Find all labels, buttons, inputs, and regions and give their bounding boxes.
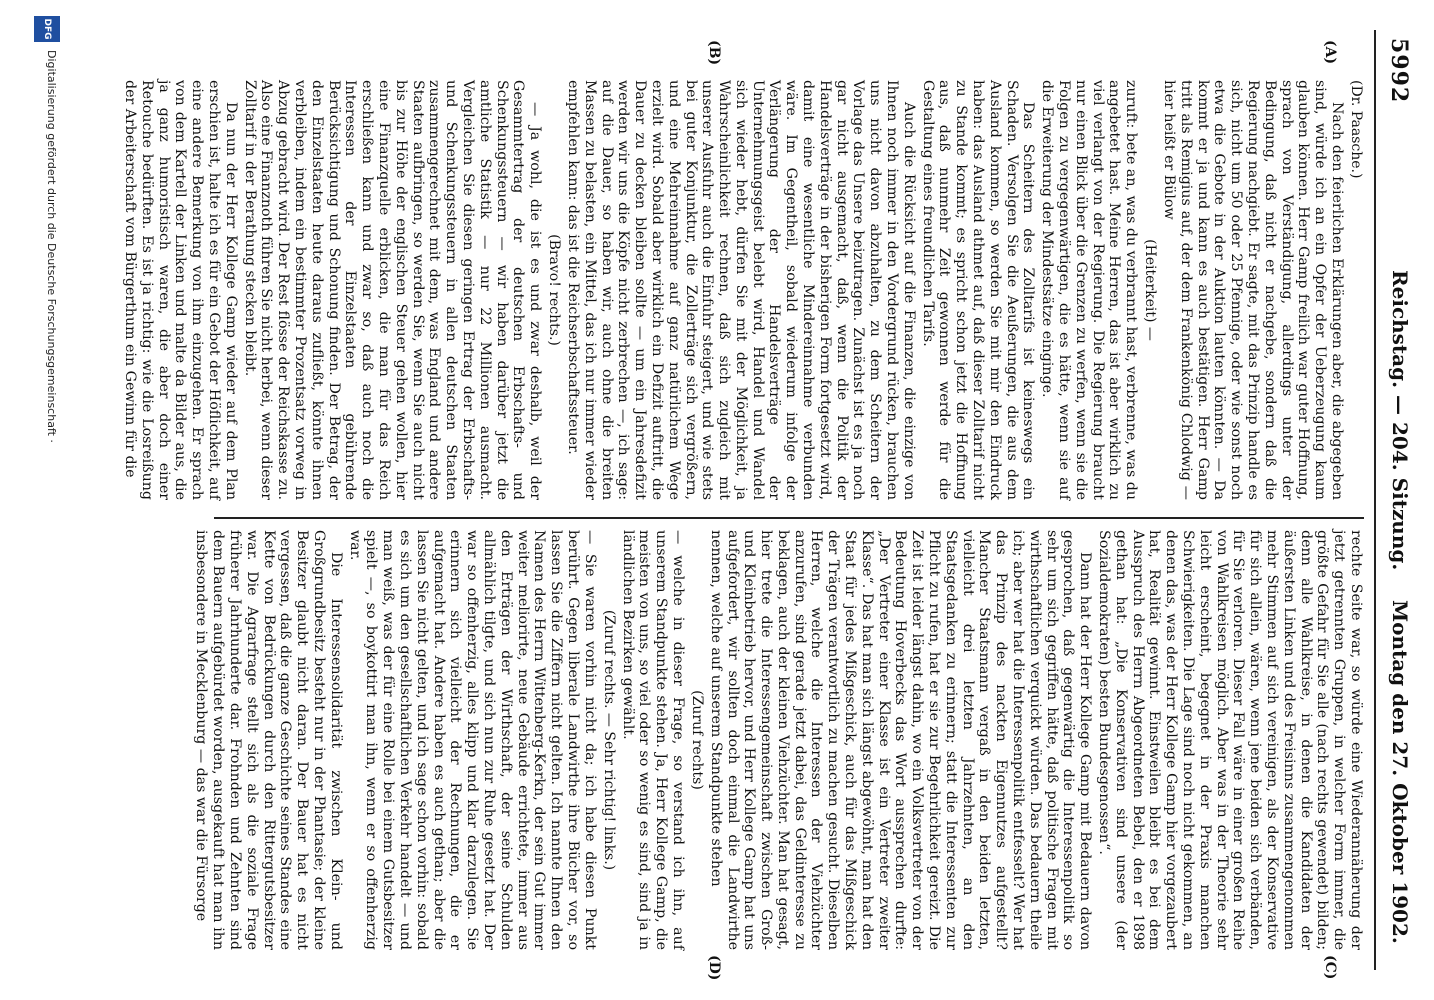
dfg-logo-icon: DFG <box>34 16 60 42</box>
paragraph: rechte Seite war, so würde eine Wiederannäherung der jetzt getrennten Gruppen, in welcher Form immer, die größte Gefahr für Sie alle (nach rechts gewendet) bilden; denn alle Wahlkreise, in denen die Kandidaten der äußersten Linken und des Freisinns zusammengenommen mehr Stimmen auf sich vereinigen, als der Konservative für sich allein, wären, wenn jene beiden sich verbänden, für Sie verloren. Dieser Fall wäre in einer großen Reihe von Wahlkreisen möglich. Aber was in der Theorie sehr leicht erscheint, begegnet in der Praxis manchen Schwierigkeiten. Die Lage sind noch nicht gekommen, an denen das, was der Herr Kollege Gamp hier vorgezaubert hat, Realität gewinnt. Einstweilen bleibt es bei dem Ausspruch des Herrn Abgeordneten Bebel, den er 1898 gethan hat: „Die Konservativen sind unsere (der Sozialdemokraten) besten Bundesgenossen“. <box>1096 530 1364 950</box>
margin-marker-c: (C) <box>1322 955 1338 980</box>
interjection: (Heiterkeit) — <box>1142 239 1159 341</box>
session-date: Montag den 27. Oktober 1902. <box>1388 600 1412 944</box>
header-rule <box>1374 30 1376 970</box>
paragraph: Da nun der Herr Kollege Gamp wieder auf dem Plan erschien ist, halte ich es für ein Gebot der Höflichkeit, auf eine andere Bemerkung von ihm einzugehen. Er sprach von dem Kartell der Linken und malte da Bilder aus, die ja ganz humoristisch waren, die aber doch einer Retouche bedürften. Es ist ja richtig: wie die Losreißung der Arbeiterschaft vom Bürgerthum ein Gewinn für die <box>122 80 239 500</box>
page-number: 5992 <box>1386 38 1412 104</box>
paragraph: Auch die Rücksicht auf die Finanzen, die einzige von Ihnen noch immer in den Vordergrund rücken, brauchen uns nicht davon abzuhalten, zu dem Scheitern der Vorlage das Unsere beizutragen. Zunächst ist es ja noch gar nicht ausgemacht, daß, wenn die Politik der Handelsverträge in der bisherigen Form fortgesetzt wird, damit eine wesentliche Mindereinnahme verbunden wäre. Im Gegentheil, sobald wiederum infolge der Verlängerung der Handelsverträge der Unternehmungsgeist belebt wird, Handel und Wandel sich wieder hebt, dürfen Sie mit der Möglichkeit, ja Wahrscheinlichkeit rechnen, daß sich zugleich mit unserer Ausfuhr auch die Einfuhr steigert, und wie stets bei guter Konjunktur, die Zollerträge sich vergrößern, und eine Mehreinnahme auf ganz natürlichem Wege erzielt wird. Sobald aber wirklich ein Defizit auftritt, die Dauer zu decken bleiben sollte — um ein Jahresdefizit werden wir uns die Köpfe nicht zerbrechen —, ich sage: auf die Dauer, so haben wir, auch ohne die breiten Massen zu belasten, ein Mittel, das ich nur immer wieder empfehlen kann: das ist die Reichserbschaftssteuer. <box>564 80 917 500</box>
paragraph: Nach den feierlichen Erklärungen aber, die abgegeben sind, würde ich an ein Opfer der Ueberzeugung kaum glauben können. Herr Gamp freilich war guter Hoffnung, sprach von Verständigung, allerdings unter der Bedingung, daß nicht er nachgebe, sondern daß die Regierung nachgiebt. Er sagte, mit das Prinzip handle es sich, nicht um 50 oder 25 Pfennige, oder wie sonst noch etwa die Gebote in der Auktion lauten könnten. — Da kommt er ja und kann es auch bestätigen. Herr Gamp tritt als Remigius auf, der dem Frankenkönig Chlodwig — hier heißt er Bülow <box>1161 80 1345 500</box>
speaker-label: (Dr. Paasche.) <box>1348 80 1364 179</box>
paragraph: Die Interessensolidarität zwischen Klein- und Großgrundbesitz besteht nur in der Phantasie; der kleine Besitzer glaubt nicht daran. Der Bauer hat es nicht vergessen, daß die ganze Geschichte seines Standes eine Kette von Bedrückungen durch den Rittergutsbesitzer war. Die Agrarfrage stellt sich als die soziale Frage früherer Jahrhunderte dar. Frohnden und Zehnten sind dem Bauern aufgebürdet worden, ausgekauft hat man ihn insbesondere in Mecklenburg — das war die Fürsorge <box>193 530 344 950</box>
left-column <box>122 80 1364 500</box>
interjection: (Zuruf rechts) <box>688 690 705 790</box>
margin-marker-a: (A) <box>1322 40 1338 65</box>
right-column <box>193 530 1364 950</box>
digitization-note: Digitalisierung gefördert durch die Deutsche Forschungsgemeinschaft · <box>45 50 58 443</box>
paragraph: — Sie waren vorhin nicht da; ich habe diesen Punkt berührt. Gegen liberale Landwirthe ihre Bücher vor, so lassen Sie die Ziffern nicht gelten. Ich nannte Ihnen den Namen des Herrn Wittenberg-Kerkn, der sein Gut immer weiter meliorirte, neue Gebäude errichtete, immer aus den Erträgen der Wirthschaft, der seine Schulden allmählich tilgte, und sich nun zur Ruhe gesetzt hat. Der war so offenherzig, alles klipp und klar darzulegen. Sie erinnern sich vielleicht der Rechnungen, die er aufgemacht hat. Andere haben es auch gethan; aber die lassen Sie nicht gelten, und ich sage schon vorhin: sobald es sich um den gesellschaftlichen Verkehr handelt — und man weiß, was der für eine Rolle bei einem Gutsbesitzer spielt —, so boykottirt man ihn, wenn er so offenherzig war. <box>346 530 598 950</box>
column-rule <box>214 517 1364 519</box>
paragraph: Das Scheitern des Zolltarifs ist keineswegs ein Schaden. Versolgen Sie die Aeußerungen, die aus dem Ausland kommen, so werden Sie mit mir den Eindruck haben: das Ausland athmet auf, daß dieser Zolltarif nicht zu Stande kommt; es spricht schon jetzt die Hoffnung aus, daß nunmehr Zeit gewonnen werde für die Gestaltung eines freundlichen Tarifs. <box>919 80 1037 500</box>
paragraph: Dann hat der Herr Kollege Gamp mit Bedauern davon gesprochen, daß gegenwärtig die Interessenpolitik so sehr um sich gegriffen hätte, daß politische Fragen mit wirthschaftlichen verquickt würden. Das bedauern theile ich; aber wer hat die Interessenpolitik entfesselt? Wer hat das Prinzip des nackten Eigennutzes aufgestellt? Mancher Staatsmann vergaß in den beiden letzten, vielleicht drei letzten Jahrzehnten, an den Staatsgedanken zu erinnern; statt die Interessenten zur Pflicht zu rufen, hat er sie zur Begehrlichkeit gereizt. Die Zeit ist leider längst dahin, wo ein Volksvertreter von der Bedeutung Hoverbecks das Wort aussprechen durfte: „Der Vertreter einer Klasse ist ein Vertreter zweiter Klasse“. Das hat man sich längst abgewöhnt, man hat den Staat für jedes Mißgeschick, auch für das Mißgeschick der Trägen verantwortlich zu machen gesucht. Dieselben Herren, welche die Interessen der Viehzüchter anzurufen, sind gerade jetzt dabei, das Geldinteresse zu beklagen, auch der kleinen Viehzüchter. Man hat gesagt, hier trete die Interessengemeinschaft zwischen Groß- und Kleinbetrieb hervor, und Herr Kollege Gamp hat uns aufgefordert, wir sollten doch einmal die Landwirthe nennen, welche auf unserem Standpunkte stehen <box>707 530 1094 950</box>
session-title: Reichstag. — 204. Sitzung. <box>1388 270 1412 571</box>
interjection: (Bravo! rechts.) <box>546 234 563 346</box>
digitization-footer <box>0 0 64 1000</box>
paragraph: — welche in dieser Frage, so verstand ich ihn, auf unserem Standpunkte stehen. Ja, Herr Kollege Gamp, die meisten von uns, so viel oder so wenig es sind, sind ja in ländlichen Bezirken gewählt. <box>619 530 686 950</box>
margin-marker-d: (D) <box>706 955 722 981</box>
page-header <box>1364 0 1434 1000</box>
paragraph: zuruft: bete an, was du verbrannt hast, verbrenne, was du angebetet hast. Meine Herren, das ist aber wirklich zu viel verlangt von der Regierung. Die Regierung braucht nur einen Blick über die Grenzen zu werfen, wenn sie die Folgen zu vergegenwärtigen, die es hätte, wenn sie auf die Erweiterung der Mindestsätze einginge. <box>1039 80 1140 500</box>
margin-marker-b: (B) <box>706 40 722 66</box>
interjection: (Zuruf rechts. — Sehr richtig! links.) <box>600 609 617 871</box>
paragraph: — Ja wohl, die ist es und zwar deshalb, weil der Gesammtertrag der deutschen Erbschafts- und Schenkungssteuern — wir haben darüber jetzt die amtliche Statistik — nur 22 Millionen ausmacht. Vergleichen Sie diesen geringen Ertrag der Erbschafts- und Schenkungssteuern in allen deutschen Staaten zusammengerechnet mit dem, was England und andere Staaten aufbringen, so werden Sie, wenn Sie auch nicht bis zur Höhe der englischen Steuer gehen wollen, hier eine Finanzquelle erblicken, die man für das Reich erschließen kann und zwar so, daß auch noch die Interessen der Einzelstaaten gebührende Berücksichtigung und Schonung finden. Der Betrag, der den Einzelstaaten heute daraus zufließt, könnte ihnen verbleiben, indem ein bestimmter Prozentsatz vorweg in Abzug gebracht wird. Der Rest flösse der Reichskasse zu. Also eine Finanznoth führen Sie nicht herbei, wenn dieser Zolltarif in der Berathung stecken bleibt. <box>241 80 544 500</box>
